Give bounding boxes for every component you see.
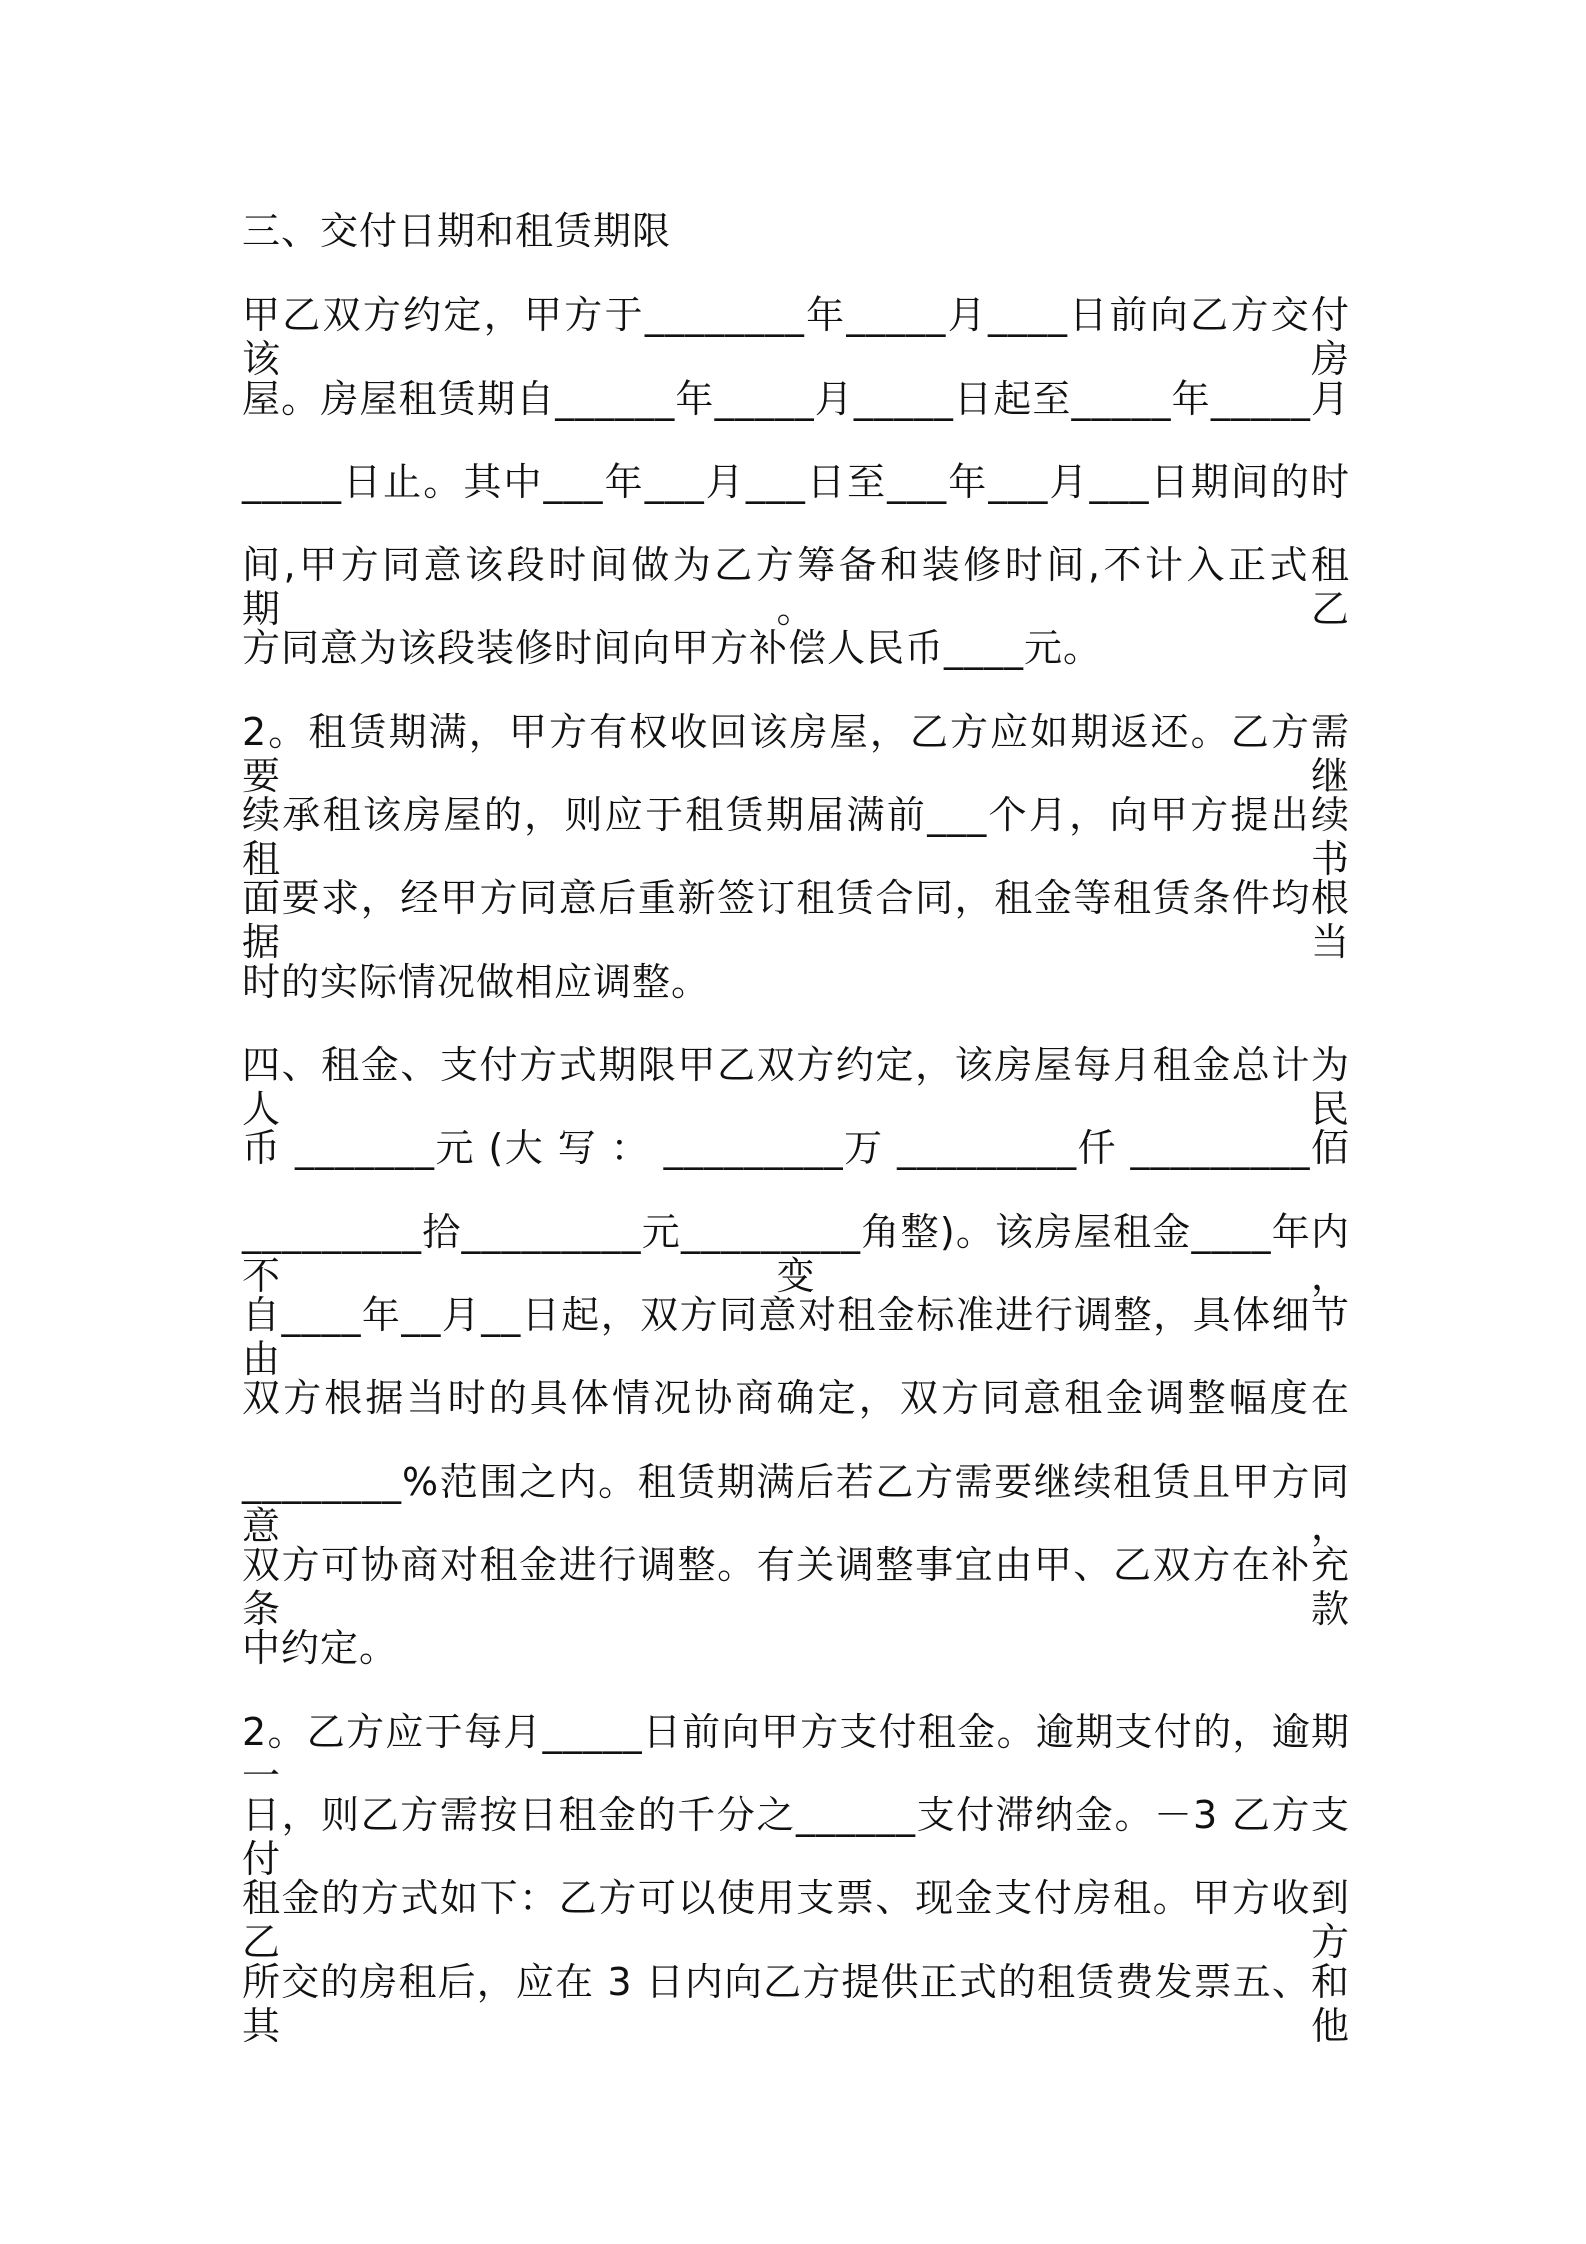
paragraph-line: 币 _______元 (大 写 ： _________万 _________仟 _________佰 (242, 1126, 1350, 1170)
paragraph-line: 租金的方式如下：乙方可以使用支票、现金支付房租。甲方收到乙方 (242, 1876, 1350, 1964)
paragraph-line: 日，则乙方需按日租金的千分之______支付滞纳金。－3 乙方支付 (242, 1793, 1350, 1881)
paragraph-line: _________拾_________元_________角整)。该房屋租金____年内不变， (242, 1210, 1350, 1298)
paragraph-line: 甲乙双方约定，甲方于________年_____月____日前向乙方交付该房 (242, 293, 1350, 381)
paragraph-line: 屋。房屋租赁期自______年_____月_____日起至_____年_____月 (242, 377, 1350, 421)
section-heading-rent: 四、租金、支付方式期限甲乙双方约定，该房屋每月租金总计为人民 (242, 1043, 1350, 1131)
paragraph-line: _____日止。其中___年___月___日至___年___月___日期间的时 (242, 460, 1350, 504)
paragraph-line: 方同意为该段装修时间向甲方补偿人民币____元。 (242, 626, 1103, 670)
paragraph-line: 所交的房租后，应在 3 日内向乙方提供正式的租赁费发票五、和其他 (242, 1960, 1350, 2048)
paragraph-line: 间,甲方同意该段时间做为乙方筹备和装修时间,不计入正式租期。乙 (242, 543, 1350, 631)
paragraph-line: 双方可协商对租金进行调整。有关调整事宜由甲、乙双方在补充条款 (242, 1543, 1350, 1631)
paragraph-line: 双方根据当时的具体情况协商确定，双方同意租金调整幅度在 (242, 1376, 1350, 1420)
paragraph-line: 中约定。 (242, 1626, 399, 1670)
paragraph-line: ________%范围之内。租赁期满后若乙方需要继续租赁且甲方同意， (242, 1460, 1350, 1548)
paragraph-line: 面要求，经甲方同意后重新签订租赁合同，租金等租赁条件均根据当 (242, 876, 1350, 964)
paragraph-line: 时的实际情况做相应调整。 (242, 960, 711, 1004)
section-heading-delivery: 三、交付日期和租赁期限 (242, 209, 672, 253)
paragraph-line: 续承租该房屋的，则应于租赁期届满前___个月，向甲方提出续租书 (242, 793, 1350, 881)
paragraph-line: 2。租赁期满，甲方有权收回该房屋，乙方应如期返还。乙方需要继 (242, 710, 1350, 798)
paragraph-line: 自____年__月__日起，双方同意对租金标准进行调整，具体细节由 (242, 1293, 1350, 1381)
paragraph-line: 2。乙方应于每月_____日前向甲方支付租金。逾期支付的，逾期一 (242, 1710, 1350, 1798)
